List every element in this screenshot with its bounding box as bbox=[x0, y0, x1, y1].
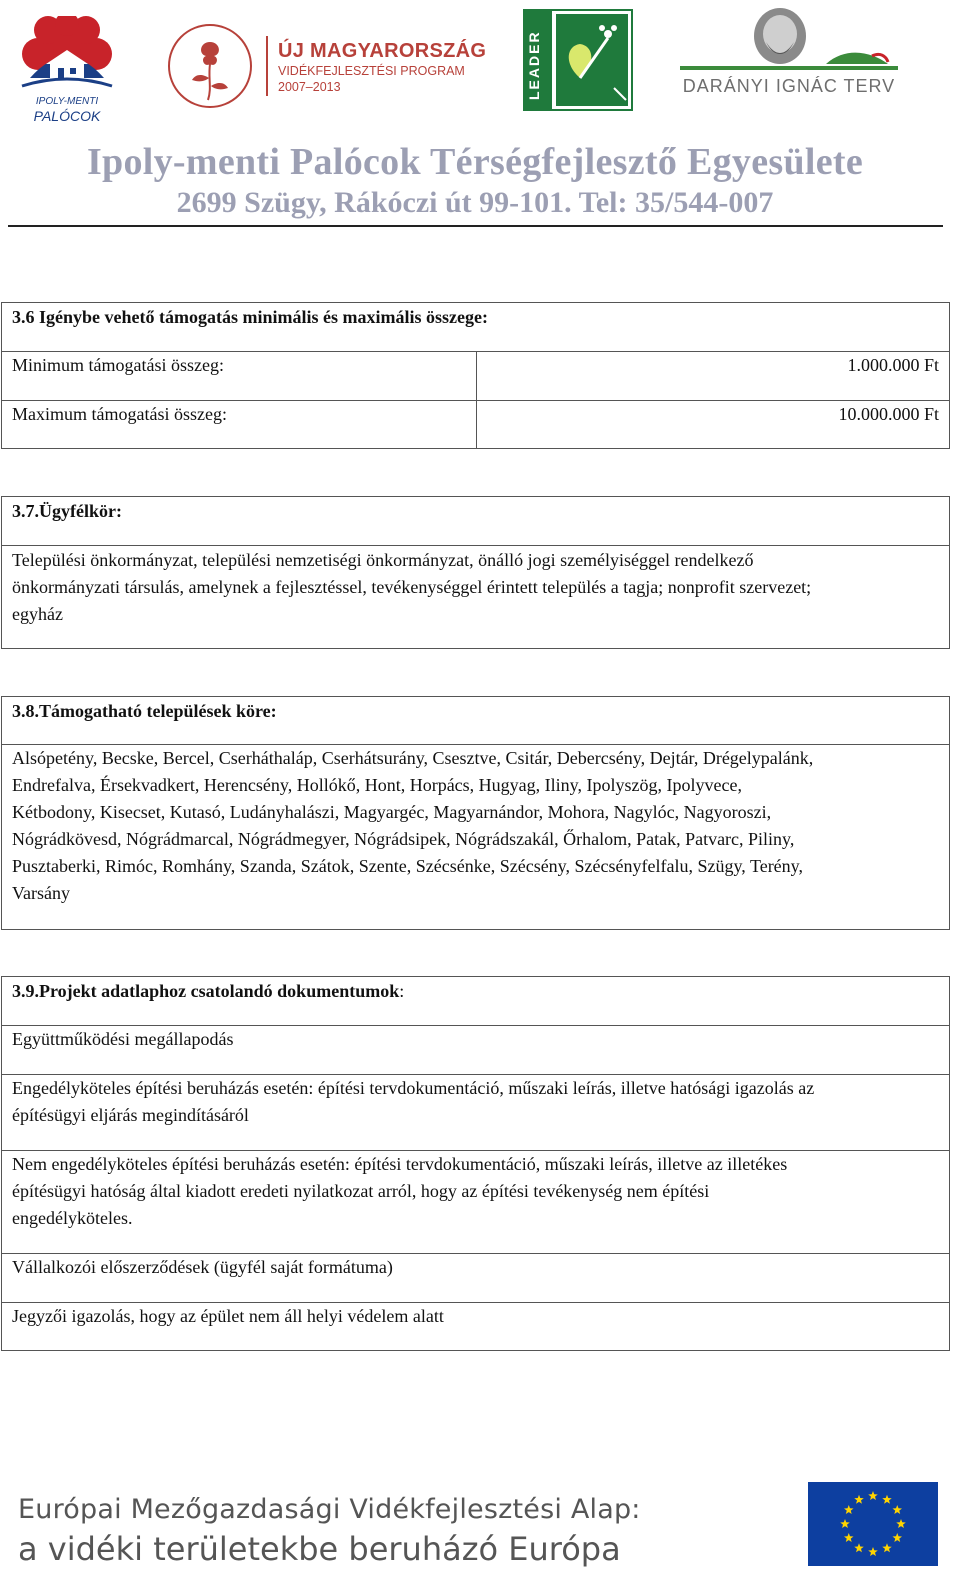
section-3-9-heading-text: 3.9.Projekt adatlaphoz csatolandó dokumentumok bbox=[12, 981, 400, 1001]
organization-name: Ipoly-menti Palócok Térségfejlesztő Egyesülete bbox=[86, 141, 864, 183]
document-item-line: Engedélyköteles építési beruházás esetén: építési tervdokumentáció, műszaki leírás, illetve hatósági igazolás az bbox=[12, 1078, 815, 1098]
section-3-8-table bbox=[1, 696, 950, 930]
uj-magyarorszag-logo bbox=[160, 22, 487, 110]
header-divider bbox=[8, 225, 943, 227]
section-3-7-heading bbox=[2, 497, 949, 546]
section-3-8-heading-text: 3.8.Támogatható települések köre: bbox=[12, 701, 277, 721]
document-item bbox=[2, 1151, 949, 1254]
section-3-9-heading bbox=[2, 977, 949, 1026]
leader-text: LEADER bbox=[526, 30, 542, 100]
palocok-logo-line1: IPOLY-MENTI bbox=[35, 96, 99, 107]
settlements-line: Kétbodony, Kisecset, Kutasó, Ludányhalászi, Magyargéc, Magyarnándor, Mohora, Nagylóc, Nagyoroszi, bbox=[12, 802, 772, 822]
footer-eafrd-line1: Európai Mezőgazdasági Vidékfejlesztési Alap: bbox=[18, 1494, 641, 1525]
document-item-line: Nem engedélyköteles építési beruházás esetén: építési tervdokumentáció, műszaki leírás, illetve az illetékes bbox=[12, 1154, 788, 1174]
portrait-emblem-icon bbox=[676, 6, 902, 76]
document-item-text: Vállalkozói előszerződések (ügyfél saját formátuma) bbox=[12, 1257, 393, 1277]
client-scope-line: egyház bbox=[12, 604, 63, 624]
settlements-body bbox=[2, 745, 949, 929]
ujm-years: 2007–2013 bbox=[278, 80, 341, 94]
section-3-9-table bbox=[1, 976, 950, 1351]
document-item bbox=[2, 1254, 949, 1303]
section-3-6-heading-text: 3.6 Igénybe vehető támogatás minimális és maximális összege: bbox=[12, 307, 488, 327]
rose-emblem-icon bbox=[160, 22, 260, 110]
document-item-text: Jegyzői igazolás, hogy az épület nem áll helyi védelem alatt bbox=[12, 1306, 444, 1326]
document-item bbox=[2, 1303, 949, 1350]
document-item bbox=[2, 1026, 949, 1075]
document-item-line: építésügyi hatóság által kiadott eredeti nyilatkozat arról, hogy az építési tevékenység nem építési bbox=[12, 1181, 710, 1201]
section-3-6-heading bbox=[2, 303, 949, 352]
client-scope-line: Települési önkormányzat, települési nemzetiségi önkormányzat, önálló jogi személyiséggel rendelkező bbox=[12, 550, 754, 570]
section-3-7-table bbox=[1, 496, 950, 649]
ipoly-menti-palocok-logo bbox=[8, 16, 126, 126]
max-amount-label: Maximum támogatási összeg: bbox=[12, 404, 227, 424]
client-scope-body bbox=[2, 546, 949, 648]
min-amount-value: 1.000.000 Ft bbox=[847, 355, 939, 375]
document-item bbox=[2, 1075, 949, 1151]
section-3-8-heading bbox=[2, 697, 949, 745]
client-scope-line: önkormányzati társulás, amelynek a fejlesztéssel, tevékenységgel érintett település a tagja; nonprofit szervezet; bbox=[12, 577, 812, 597]
amount-column-divider bbox=[476, 352, 477, 448]
ujm-title: ÚJ MAGYARORSZÁG bbox=[278, 40, 487, 62]
ujm-subtitle: VIDÉKFEJLESZTÉSI PROGRAM bbox=[278, 64, 465, 78]
max-amount-value: 10.000.000 Ft bbox=[838, 404, 939, 424]
settlements-line: Alsópetény, Becske, Bercel, Cserháthaláp, Cserhátsurány, Csesztve, Csitár, Debercsény, Dejtár, Drégelypalánk, bbox=[12, 748, 814, 768]
section-3-6-table bbox=[1, 302, 950, 449]
leader-logo bbox=[522, 8, 634, 112]
section-3-9-heading-colon: : bbox=[399, 981, 405, 1001]
palocok-logo-line2: PALÓCOK bbox=[33, 108, 101, 124]
section-3-7-heading-text: 3.7.Ügyfélkör: bbox=[12, 501, 122, 521]
document-item-text: Együttműködési megállapodás bbox=[12, 1029, 234, 1049]
settlements-line: Nógrádkövesd, Nógrádmarcal, Nógrádmegyer, Nógrádsipek, Nógrádszakál, Őrhalom, Patak, Patvarc, Piliny, bbox=[12, 829, 795, 849]
organization-address: 2699 Szügy, Rákóczi út 99-101. Tel: 35/544-007 bbox=[176, 186, 774, 219]
settlements-line: Pusztaberki, Rimóc, Romhány, Szanda, Szátok, Szente, Szécsénke, Szécsény, Szécsényfelfalu, Szügy, Terény, bbox=[12, 856, 804, 876]
footer-eafrd-line2: a vidéki területekbe beruházó Európa bbox=[18, 1530, 621, 1568]
settlements-line: Endrefalva, Érsekvadkert, Herencsény, Hollókő, Hont, Horpács, Hugyag, Iliny, Ipolyszög, Ipolyvece, bbox=[12, 775, 742, 795]
document-item-line: építésügyi eljárás megindításáról bbox=[12, 1105, 249, 1125]
settlements-line: Varsány bbox=[12, 883, 70, 903]
daranyi-text: DARÁNYI IGNÁC TERV bbox=[682, 76, 896, 96]
min-amount-label: Minimum támogatási összeg: bbox=[12, 355, 224, 375]
daranyi-ignac-terv-logo bbox=[676, 6, 902, 102]
palocok-emblem-icon bbox=[8, 16, 126, 96]
document-item-line: engedélyköteles. bbox=[12, 1208, 133, 1228]
eu-flag-icon bbox=[808, 1482, 938, 1566]
